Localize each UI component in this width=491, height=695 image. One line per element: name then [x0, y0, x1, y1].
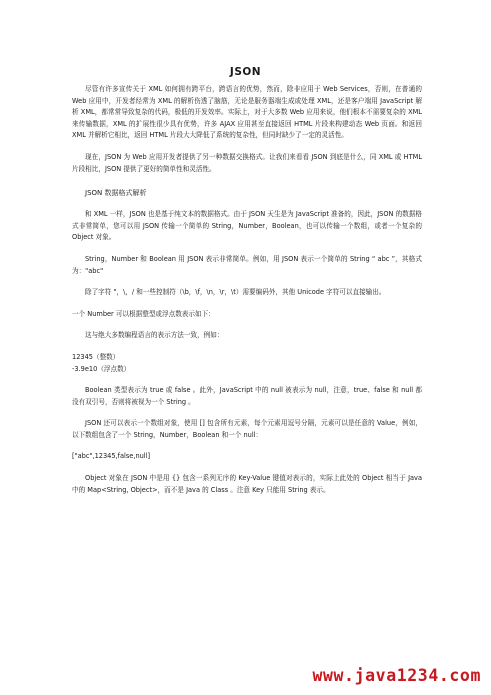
code-float: -3.9e10（浮点数） — [72, 364, 131, 373]
paragraph-number: 一个 Number 可以根据整型或浮点数表示如下： — [72, 309, 215, 318]
paragraph-escape-chars: 除了字符 "，\，/ 和一些控制符（\b，\f，\n，\r，\t）需要编码外，其他 Unicode 字符可以直接输出。 — [85, 288, 386, 297]
section-heading: JSON 数据格式解析 — [85, 189, 147, 198]
paragraph-intro: 尽管有许多宣传关于 XML 如何拥有跨平台，跨语言的优势，然而，除非应用于 Web Services，否则，在普通的 Web 应用中，开发者经常为 XML 的解析伤透了脑筋，无论是服务器端生成或处理 XML，还是客户端用 JavaScript 解析 XML，都常常导致复杂的代码，极低的开发效率。实际上，对于大多数 Web 应用来说，他们根本不需要复杂的 XML 来传输数据，XML 的扩展性很少具有优势，许多 AJAX 应用甚至直接返回 HTML 片段来构建动态 Web 页面。和返回 XML 并解析它相比，返回 HTML 片段大大降低了系统的复杂性，但同时缺少了一定的灵活性。 — [72, 85, 422, 140]
watermark: www.java1234.com — [312, 666, 481, 685]
paragraph-boolean: Boolean 类型表示为 true 或 false 。此外，JavaScript 中的 null 被表示为 null，注意，true、false 和 null 都没有双引号，否则将被视为一个 String 。 — [72, 386, 422, 406]
paragraph-json-intro: 现在，JSON 为 Web 应用开发者提供了另一种数据交换格式。让我们来看看 JSON 到底是什么，同 XML 或 HTML 片段相比，JSON 提供了更好的简单性和灵活性。 — [72, 152, 422, 173]
code-integer: 12345（整数） — [72, 352, 120, 361]
document-title: JSON — [229, 66, 262, 78]
paragraph-number-example: 这与绝大多数编程语言的表示方法一致，例如： — [85, 331, 224, 340]
document-body — [72, 84, 422, 496]
paragraph-array: JSON 还可以表示一个数组对象，使用 [] 包含所有元素，每个元素用逗号分隔，元素可以是任意的 Value，例如，以下数组包含了一个 String，Number，Boolean 和一个 null： — [72, 419, 422, 439]
paragraph-string-example: String，Number 和 Boolean 用 JSON 表示非常简单。例如，用 JSON 表示一个简单的 String “ abc ”，其格式为："abc" — [72, 254, 422, 275]
code-array: ["abc",12345,false,null] — [72, 452, 151, 461]
paragraph-plain-text: 和 XML 一样，JSON 也是基于纯文本的数据格式。由于 JSON 天生是为 JavaScript 准备的，因此，JSON 的数据格式非常简单，您可以用 JSON 传输一个简单的 String，Number，Boolean，也可以传输一个数组，或者一个复杂的 Object 对象。 — [72, 210, 422, 242]
paragraph-object: Object 对象在 JSON 中是用 {} 包含一系列无序的 Key-Value 键值对表示的，实际上此处的 Object 相当于 Java 中的 Map<String, Object>，而不是 Java 的 Class 。注意 Key 只能用 String 表示。 — [72, 474, 422, 494]
